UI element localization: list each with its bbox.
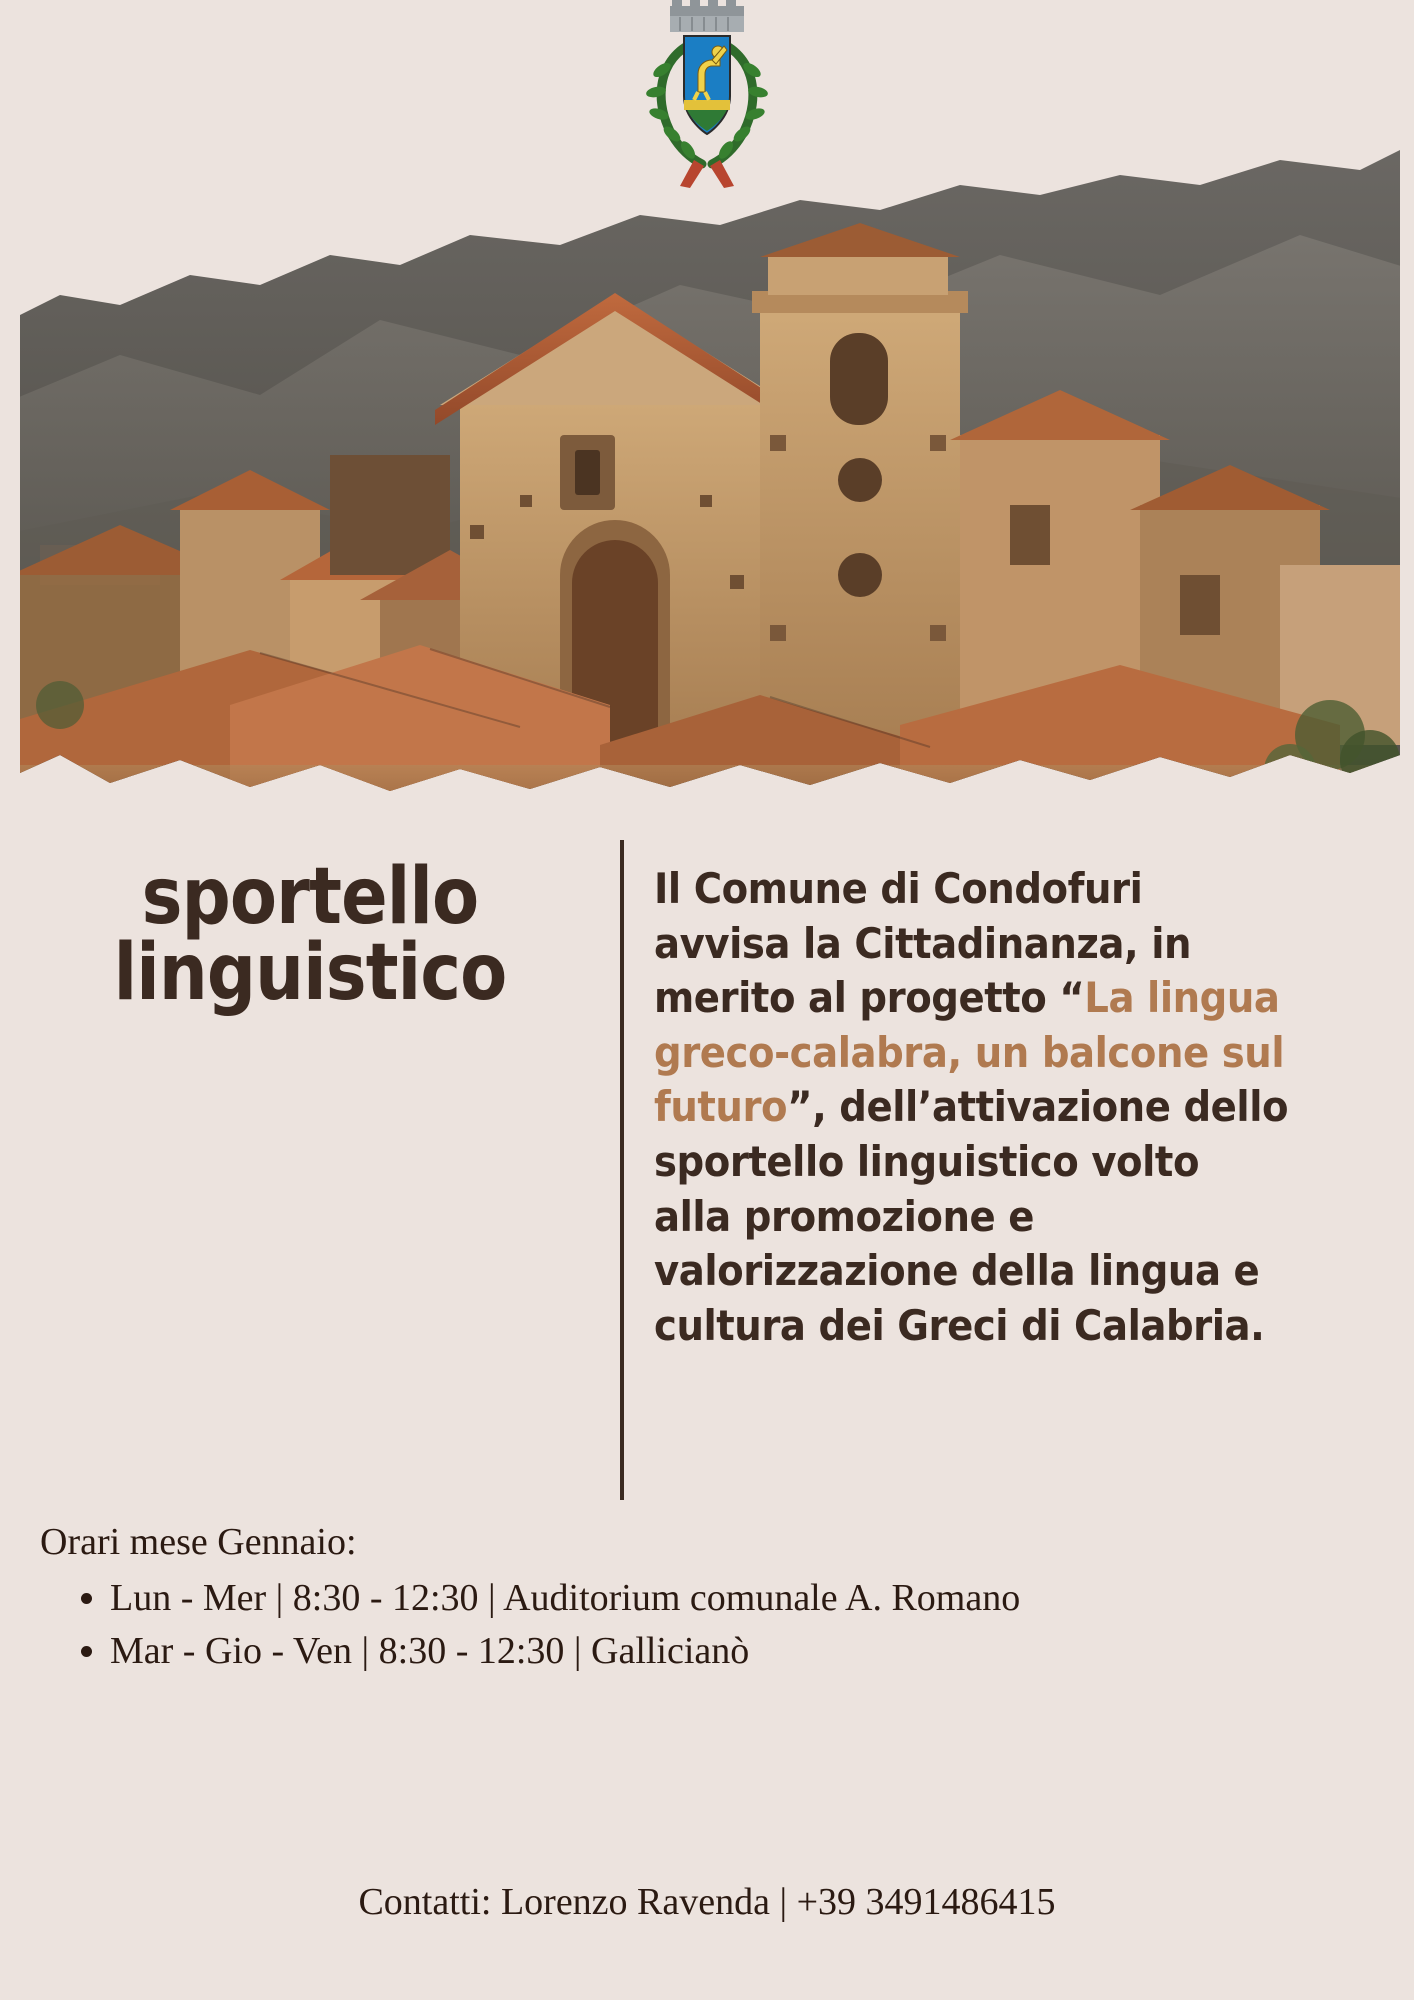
office-hours-section (0, 1520, 1414, 1681)
hours-title: Orari mese Gennaio: (40, 1521, 357, 1563)
headline-line-2: linguistico (113, 927, 507, 1018)
hours-list (40, 1574, 1374, 1677)
main-content (0, 820, 1414, 1500)
shield-icon (684, 36, 730, 134)
crest-illustration (632, 0, 782, 210)
project-title-highlight: La lingua greco-calabra, un balcone sul futuro (654, 973, 1285, 1132)
announcement-paragraph (654, 862, 1289, 1353)
announcement-part-1: Il Comune di Condofuri avvisa la Cittadinanza, in merito al progetto “ (654, 864, 1192, 1023)
headline-line-1: sportello (141, 852, 479, 942)
mural-crown-icon (670, 0, 744, 32)
vertical-divider (620, 840, 624, 1500)
comune-coat-of-arms (0, 0, 1414, 210)
list-item: • Lun - Mer | 8:30 - 12:30 | Auditorium comunale A. Romano (110, 1574, 1374, 1623)
contact-line: Contatti: Lorenzo Ravenda | +39 3491486415 (358, 1881, 1056, 1923)
page-title (0, 820, 620, 1018)
list-item: • Mar - Gio - Ven | 8:30 - 12:30 | Gallicianò (110, 1627, 1374, 1676)
announcement-part-2: ”, dell’attivazione dello sportello linguistico volto alla promozione e valorizzazione della lingua e cultura dei Greci di Calabria. (654, 1082, 1289, 1350)
